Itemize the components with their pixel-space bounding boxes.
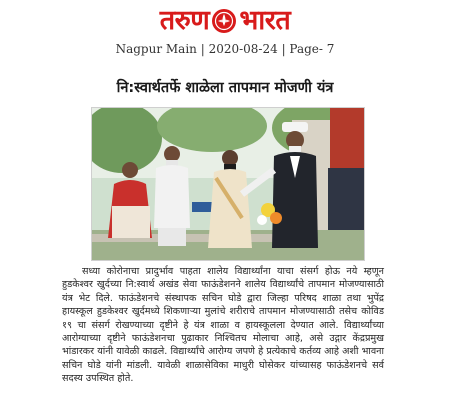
newspaper-logo [160,4,290,38]
article-headline: नि:स्वार्थतर्फे शाळेला तापमान मोजणी यंत्र [116,80,334,96]
brand-left: तरुण [159,5,210,36]
edition-line: Nagpur Main | 2020-08-24 | Page- 7 [115,42,335,56]
brand-right: भारत [239,5,291,36]
masthead [0,4,450,38]
article-body: सध्या कोरोनाचा प्रादुर्भाव पाहता शालेय विद्यार्थ्यांना याचा संसर्ग होऊ नये म्हणून हुडकेश्वर खुर्दच्या नि:स्वार्थ अखंड सेवा फाऊंडेशनने शालेय विद्यार्थ्यांचे तापमान मोजण्यासाठी यंत्र भेट दिले. फाऊंडेशनचे संस्थापक सचिन घोडे द्वारा जिल्हा परिषद शाळा तथा भुपेंद्र हायस्कूल हुडकेश्वर खुर्दमध्ये शिकणाऱ्या मुलांचे शरीराचे तापमान मोजण्यासाठी तसेच कोविड १९ चा संसर्ग रोखण्याच्या दृष्टीने हे यंत्र शाळा व हायस्कूलला देण्यात आले. विद्यार्थ्यांच्या आरोग्याच्या दृष्टीने फाऊंडेशनचा पुढाकार निश्चितच मोलाचा आहे, असे उद्गार केंद्रप्रमुख भांडारकर यांनी यावेळी काढले. विद्यार्थ्यांचे आरोग्य जपणे हे प्रत्येकाचे कर्तव्य आहे अशी भावना सचिन घोडे यांनी मांडली. यावेळी शाळासेविका माधुरी घोसेकर यांच्यासह फाऊंडेशनचे सर्व सदस्य उपस्थित होते. [62,266,384,385]
sun-lotus-emblem-icon [211,8,237,34]
news-photo [91,107,365,261]
